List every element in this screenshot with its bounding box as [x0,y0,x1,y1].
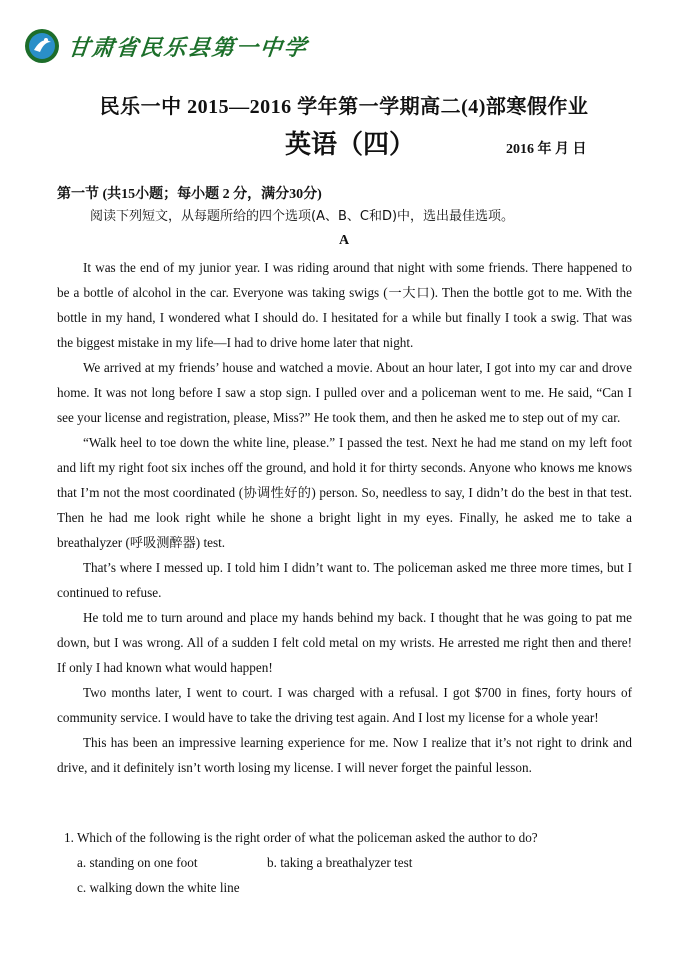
passage-paragraph-1: It was the end of my junior year. I was riding around that night with some friends. There happened to be a bottle of alcohol in the car. Everyone was taking swigs (一大口). Then the bottle got to me. With the bottle in my hand, I wondered what I should do. I hesitated for a while but finally I took a swig. That was the biggest mistake in my life—I had to drive home later that night. [57,260,632,350]
document-title: 民乐一中 2015—2016 学年第一学期高二(4)部寒假作业 [99,96,589,118]
passage-paragraph-6: Two months later, I went to court. I was charged with a refusal. I got $700 in fines, forty hours of community service. I would have to take the driving test again. And I lost my license for a whole year! [57,685,632,725]
passage-paragraph-5: He told me to turn around and place my hands behind my back. I thought that he was going to pat me down, but I was wrong. All of a sudden I felt cold metal on my wrists. He arrested me right then and there! If only I had known what would happen! [57,610,632,675]
document-date: 2016 年 月 日 [506,142,587,157]
reading-passage [57,255,632,780]
passage-paragraph-2: We arrived at my friends’ house and watched a movie. About an hour later, I got into my car and drove home. It was not long before I saw a stop sign. I pulled over and a policeman went to me. He said, “Can I see your license and registration, please, Miss?” He took them, and then he asked me to step out of my car. [57,360,632,425]
school-logo [24,26,308,66]
school-name-logo-text: 甘肃省民乐县第一中学 [66,34,310,61]
question-1-option-c: c. walking down the white line [77,880,240,895]
section-heading: 第一节 (共15小题；每小题 2 分，满分30分) [57,187,322,202]
question-1-option-b: b. taking a breathalyzer test [267,855,413,870]
passage-paragraph-3: “Walk heel to toe down the white line, please.” I passed the test. Next he had me stand on my left foot and lift my right foot six inches off the ground, and hold it for thirty seconds. Anyone who knows me knows that I’m not the most coordinated (协调性好的) person. So, needless to say, I didn’t do the best in that test. Then he had me look right while he shone a bright light in my eyes. Finally, he asked me to take a breathalyzer (呼吸测醉器) test. [57,435,632,550]
passage-label: A [338,233,350,248]
document-subtitle: 英语（四） [285,130,416,160]
question-1-stem: 1. Which of the following is the right order of what the policeman asked the author to do? [64,830,538,845]
school-emblem-icon [24,28,60,64]
passage-paragraph-7: This has been an impressive learning experience for me. Now I realize that it’s not right to drink and drive, and it definitely isn’t worth losing my license. I will never forget the painful lesson. [57,735,632,775]
question-1-option-a: a. standing on one foot [77,855,198,870]
section-instruction [90,205,514,224]
passage-paragraph-4: That’s where I messed up. I told him I didn’t want to. The policeman asked me three more times, but I continued to refuse. [57,560,632,600]
instruction-text: 阅读下列短文，从每题所给的四个选项(A、B、C和D)中，选出最佳选项。 [90,209,515,224]
